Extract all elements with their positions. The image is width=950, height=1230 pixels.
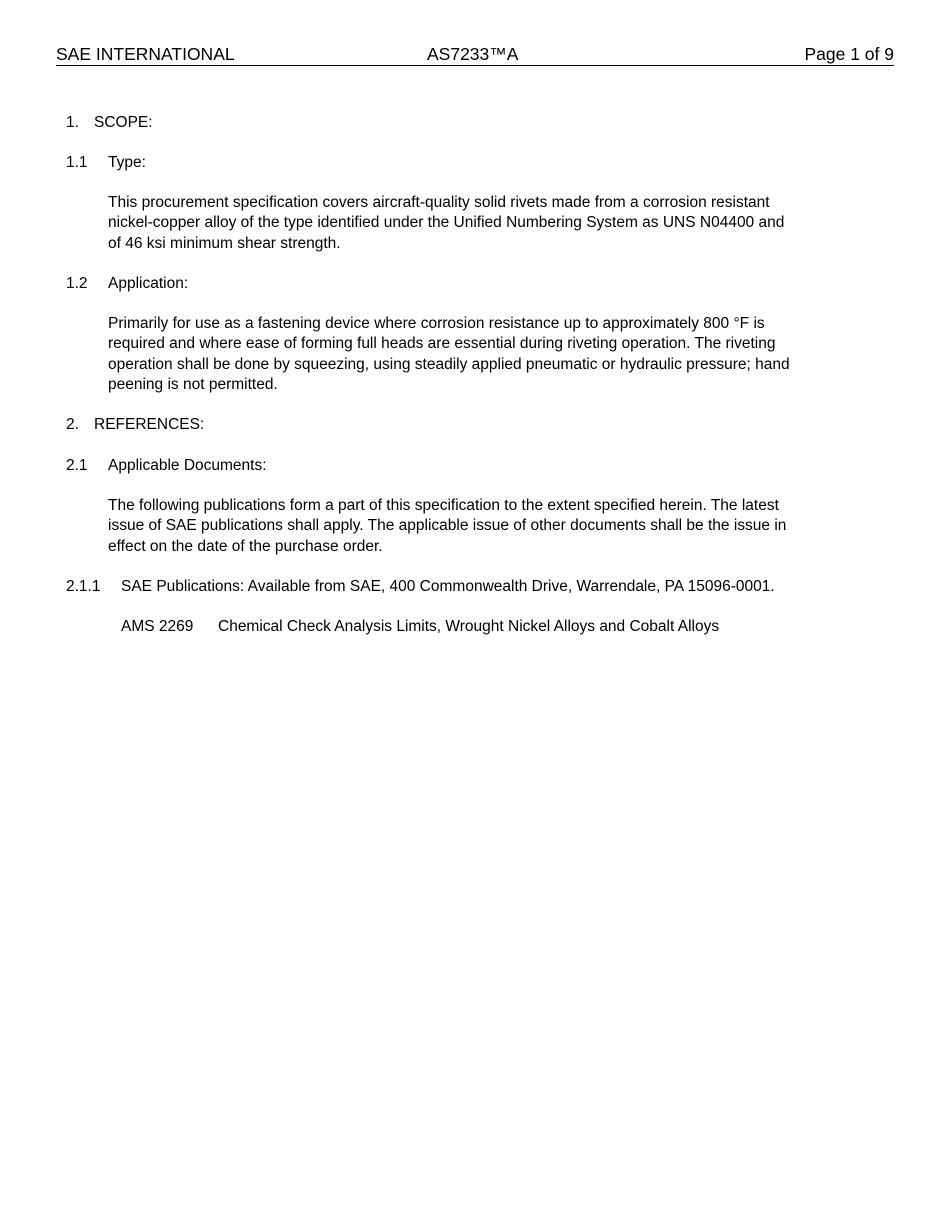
paragraph-line: operation shall be done by squeezing, using steadily applied pneumatic or hydraulic pressure; hand [108, 355, 790, 373]
page-header [56, 43, 894, 66]
section-2-1-1-number: 2.1.1 [66, 578, 101, 595]
section-2-1-title: Applicable Documents: [108, 457, 267, 474]
header-document-number: AS7233™A [427, 44, 519, 64]
section-1-1-title: Type: [108, 154, 146, 171]
section-2-1-1-text: SAE Publications: Available from SAE, 400 Commonwealth Drive, Warrendale, PA 15096-0001. [121, 578, 775, 595]
paragraph-line: issue of SAE publications shall apply. The applicable issue of other documents shall be the issue in [108, 517, 787, 535]
paragraph-line: required and where ease of forming full heads are essential during riveting operation. The riveting [108, 335, 776, 353]
paragraph-line: of 46 ksi minimum shear strength. [108, 234, 341, 252]
paragraph-line: effect on the date of the purchase order. [108, 537, 383, 555]
paragraph-line: This procurement specification covers aircraft-quality solid rivets made from a corrosion resistant [108, 194, 770, 211]
section-2-title: REFERENCES: [94, 416, 205, 433]
section-2-number: 2. [66, 416, 79, 433]
section-2-1-paragraph [108, 496, 868, 557]
header-page-number: Page 1 of 9 [804, 44, 894, 64]
paragraph-line: peening is not permitted. [108, 375, 278, 393]
paragraph-line: Primarily for use as a fastening device where corrosion resistance up to approximately 800 °F is [108, 315, 765, 332]
section-1-1-paragraph [108, 193, 868, 254]
section-1-2-number: 1.2 [66, 275, 88, 292]
reference-code: AMS 2269 [121, 618, 194, 635]
section-1-title: SCOPE: [94, 114, 153, 131]
header-organization: SAE INTERNATIONAL [56, 44, 235, 64]
section-1-1-number: 1.1 [66, 154, 88, 171]
reference-title: Chemical Check Analysis Limits, Wrought Nickel Alloys and Cobalt Alloys [218, 618, 720, 635]
section-1-number: 1. [66, 114, 79, 131]
paragraph-line: nickel-copper alloy of the type identified under the Unified Numbering System as UNS N04400 and [108, 214, 785, 232]
section-2-1-number: 2.1 [66, 457, 88, 474]
section-1-2-title: Application: [108, 275, 189, 292]
section-1-2-paragraph [108, 314, 868, 395]
paragraph-line: The following publications form a part of this specification to the extent specified herein. The latest [108, 497, 779, 514]
